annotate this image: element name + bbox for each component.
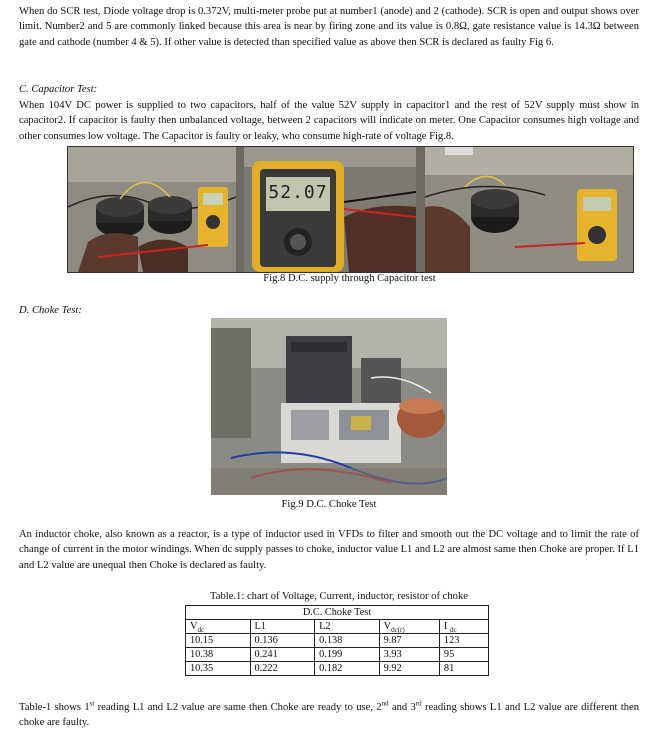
table-cell: 0.182 — [315, 662, 380, 676]
table-cell: 0.222 — [250, 662, 315, 676]
meter-display-reading: 52.07 — [268, 182, 328, 203]
table-cell: 10.38 — [186, 648, 251, 662]
table-cell: 0.138 — [315, 634, 380, 648]
table-cell: 81 — [439, 662, 488, 676]
table-cell: 123 — [439, 634, 488, 648]
closing-paragraph: Table-1 shows 1st reading L1 and L2 value are same then Choke are ready to use, 2nd and 3rd reading shows L1 and L2 value are different then choke are faulty. — [19, 699, 639, 729]
fig9-caption: Fig.9 D.C. Choke Test — [281, 499, 377, 510]
fig8-photo-strip — [67, 146, 634, 273]
table-cell: 9.87 — [379, 634, 439, 648]
table-span-header-row — [186, 606, 489, 620]
capacitor-test-heading: C. Capacitor Test: — [19, 84, 98, 95]
choke-test-table — [185, 605, 489, 676]
col-header-l1: L1 — [250, 620, 315, 634]
fig8-caption: Fig.8 D.C. supply through Capacitor test — [263, 273, 436, 284]
capacitor-test-paragraph: When 104V DC power is supplied to two capacitors, half of the value 52V supply in capacitor1 and the rest of 52V supply must show in capacitor2. If capacitor is faulty then unbalanced voltage, between 2 capacitors will indicate on meter. One Capacitor consumes high voltage and other consumes low voltage. The Capacitor is faulty or leaky, who consume high-rate of voltage Fig.8. — [19, 100, 639, 142]
choke-test-heading: D. Choke Test: — [19, 305, 82, 316]
table-header-row — [186, 620, 489, 634]
capacitor-photo-2 — [425, 147, 633, 272]
table-cell: 3.93 — [379, 648, 439, 662]
capacitor-photo-1 — [68, 147, 236, 272]
table-title: Table.1: chart of Voltage, Current, inductor, resistor of choke — [210, 591, 468, 602]
table-cell: 0.136 — [250, 634, 315, 648]
col-header-vdc: $V_{dc}$ — [186, 620, 251, 634]
choke-test-photo — [211, 318, 447, 495]
table-cell: 0.241 — [250, 648, 315, 662]
choke-test-paragraph: An inductor choke, also known as a reactor, is a type of inductor used in VFDs to filter and smooth out the DC voltage and to limit the rate of change of current in the motor windings. When dc supply passes to choke, inductor value L1 and L2 are almost same then Choke are proper. If L1 and L2 value are unequal then Choke is declared as faulty. — [19, 529, 639, 571]
col-header-idc: I $_{dc}$ — [439, 620, 488, 634]
table-row — [186, 648, 489, 662]
table-row — [186, 634, 489, 648]
fig9-photo — [211, 318, 447, 495]
table-cell: 9.92 — [379, 662, 439, 676]
table-cell: 95 — [439, 648, 488, 662]
table-span-header: D.C. Choke Test — [186, 606, 489, 620]
table-cell: 10.15 — [186, 634, 251, 648]
multimeter-photo — [244, 147, 416, 272]
scr-test-paragraph: When do SCR test, Diode voltage drop is 0.372V, multi-meter probe put at number1 (anode) and 2 (cathode). SCR is open and output shows over limit. Number2 and 5 are commonly linked because this area is near by firing zone and its value is 0.8Ω, gate resistance value is 14.3Ω between gate and cathode (number 4 & 5). If other value is detected than specified value as above then SCR is declared as faulty Fig 6. — [19, 6, 639, 48]
table-row — [186, 662, 489, 676]
col-header-vdcr: $V_{dc(r)}$ — [379, 620, 439, 634]
table-cell: 10.35 — [186, 662, 251, 676]
table-cell: 0.199 — [315, 648, 380, 662]
col-header-l2: L2 — [315, 620, 380, 634]
